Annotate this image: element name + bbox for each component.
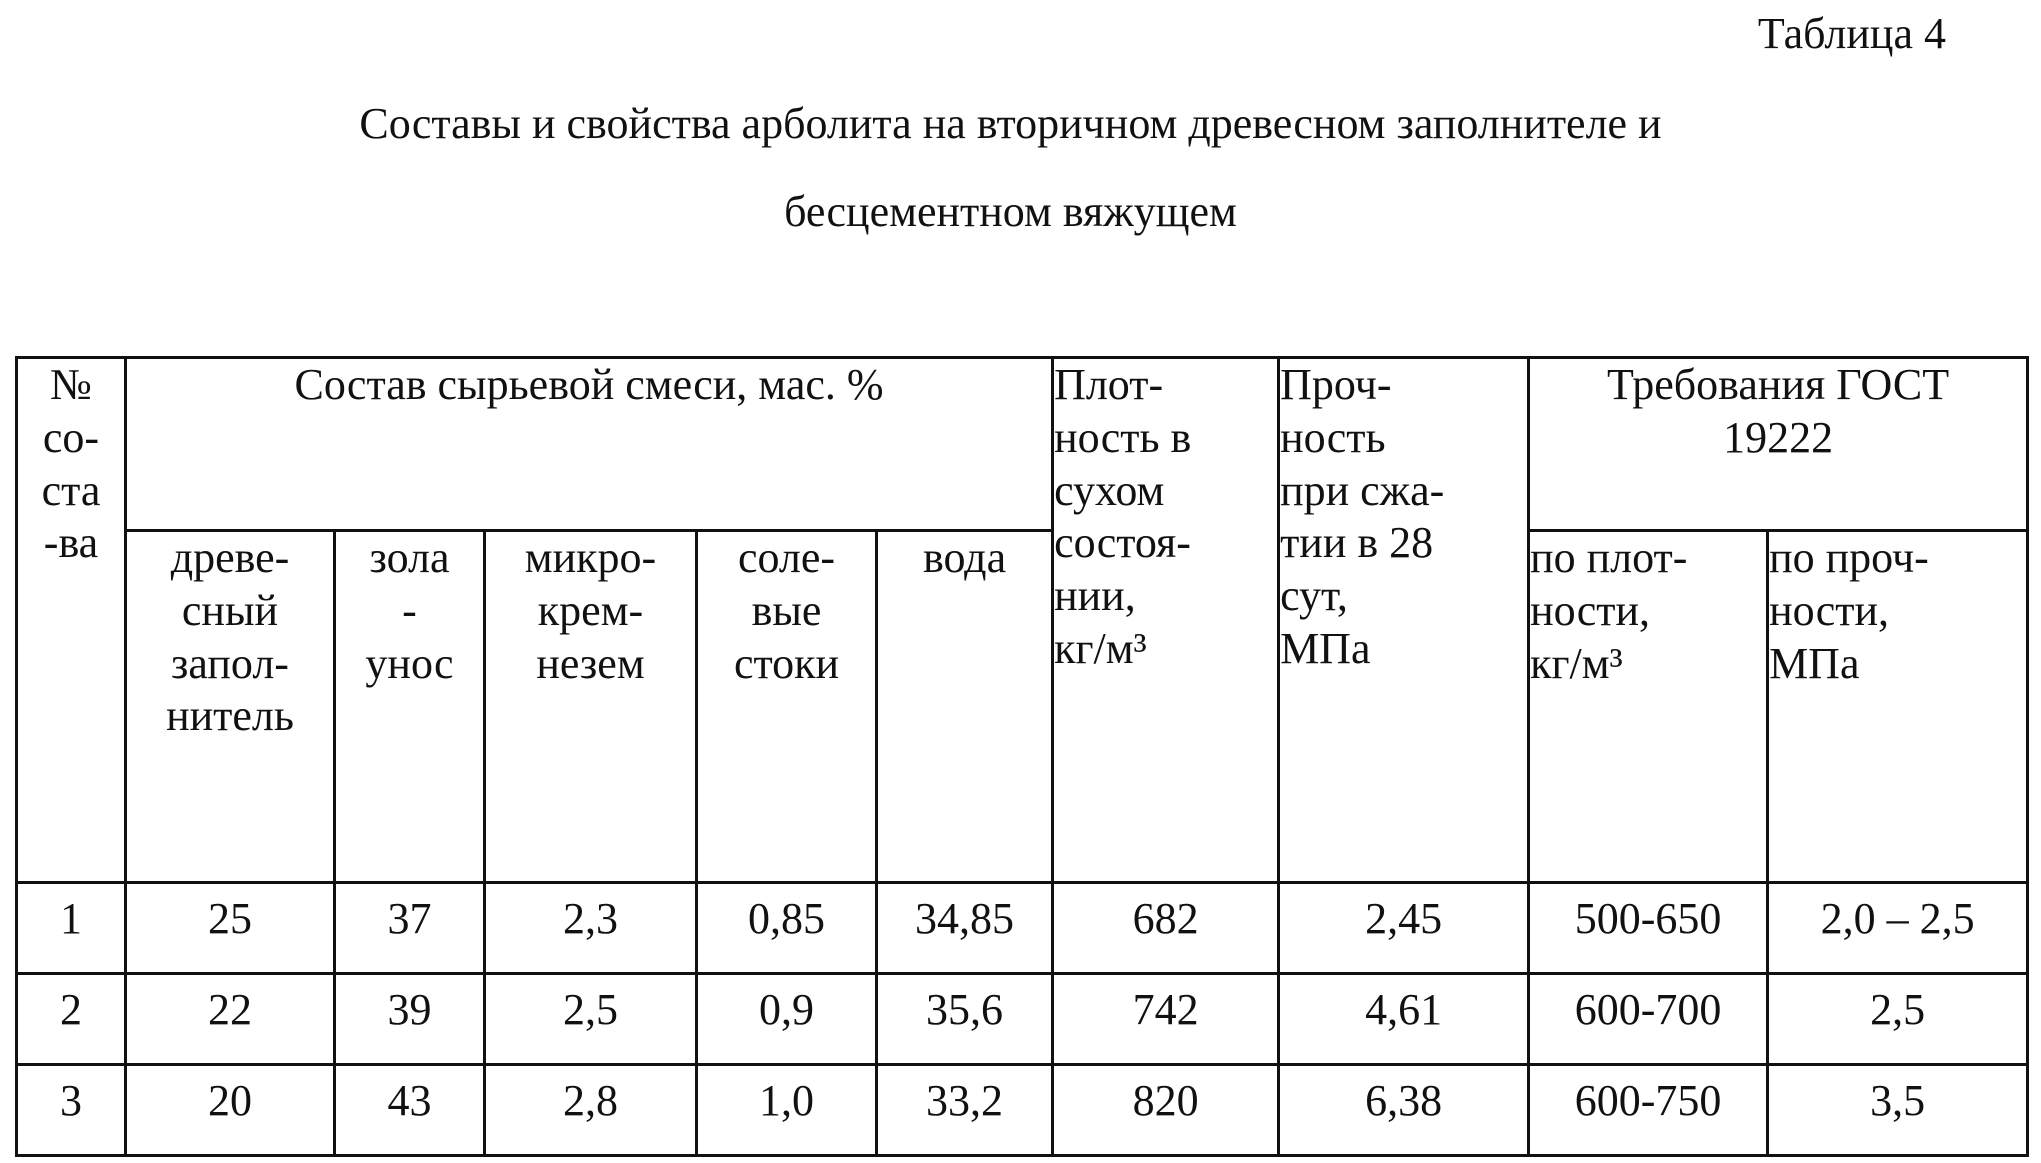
- cell-density: 682: [1053, 883, 1279, 974]
- cell-number: 2: [17, 974, 126, 1065]
- header-gost-strength: по проч- ности, МПа: [1768, 531, 2028, 883]
- header-row-2: [17, 531, 2028, 883]
- table-row: [17, 883, 2028, 974]
- cell-density: 742: [1053, 974, 1279, 1065]
- cell-strength: 6,38: [1279, 1065, 1529, 1156]
- cell-gost-density: 600-700: [1529, 974, 1768, 1065]
- cell-microsilica: 2,8: [485, 1065, 697, 1156]
- table-row: [17, 1065, 2028, 1156]
- header-raw-mix-composition: Состав сырьевой смеси, мас. %: [126, 358, 1053, 531]
- cell-saline-effluents: 1,0: [697, 1065, 877, 1156]
- cell-wood-filler: 20: [126, 1065, 335, 1156]
- cell-saline-effluents: 0,85: [697, 883, 877, 974]
- cell-fly-ash: 37: [335, 883, 485, 974]
- cell-microsilica: 2,3: [485, 883, 697, 974]
- header-fly-ash: зола - унос: [335, 531, 485, 883]
- cell-microsilica: 2,5: [485, 974, 697, 1065]
- header-gost-requirements: Требования ГОСТ 19222: [1529, 358, 2028, 531]
- cell-strength: 2,45: [1279, 883, 1529, 974]
- cell-number: 1: [17, 883, 126, 974]
- cell-density: 820: [1053, 1065, 1279, 1156]
- header-density: Плот- ность в сухом состоя- нии, кг/м³: [1053, 358, 1279, 883]
- cell-water: 35,6: [877, 974, 1053, 1065]
- table-row: [17, 974, 2028, 1065]
- cell-gost-density: 600-750: [1529, 1065, 1768, 1156]
- table-title-line-2: бесцементном вяжущем: [784, 187, 1237, 236]
- header-saline-effluents: соле- вые стоки: [697, 531, 877, 883]
- cell-gost-strength: 2,5: [1768, 974, 2028, 1065]
- cell-gost-strength: 2,0 – 2,5: [1768, 883, 2028, 974]
- cell-water: 33,2: [877, 1065, 1053, 1156]
- cell-fly-ash: 43: [335, 1065, 485, 1156]
- header-compressive-strength: Проч- ность при сжа- тии в 28 сут, МПа: [1279, 358, 1529, 883]
- cell-fly-ash: 39: [335, 974, 485, 1065]
- cell-number: 3: [17, 1065, 126, 1156]
- table-label: Таблица 4: [1757, 9, 1946, 58]
- cell-gost-strength: 3,5: [1768, 1065, 2028, 1156]
- table-title-line-1: Составы и свойства арболита на вторичном древесном заполнителе и: [359, 99, 1662, 148]
- cell-saline-effluents: 0,9: [697, 974, 877, 1065]
- header-wood-filler: древе- сный запол- нитель: [126, 531, 335, 883]
- cell-gost-density: 500-650: [1529, 883, 1768, 974]
- header-row-1: [17, 358, 2028, 531]
- header-microsilica: микро- крем- незем: [485, 531, 697, 883]
- cell-wood-filler: 25: [126, 883, 335, 974]
- header-composition-number: № со- ста -ва: [17, 358, 126, 883]
- header-water: вода: [877, 531, 1053, 883]
- header-gost-density: по плот- ности, кг/м³: [1529, 531, 1768, 883]
- cell-water: 34,85: [877, 883, 1053, 974]
- cell-wood-filler: 22: [126, 974, 335, 1065]
- cell-strength: 4,61: [1279, 974, 1529, 1065]
- composition-table: [15, 356, 2029, 1157]
